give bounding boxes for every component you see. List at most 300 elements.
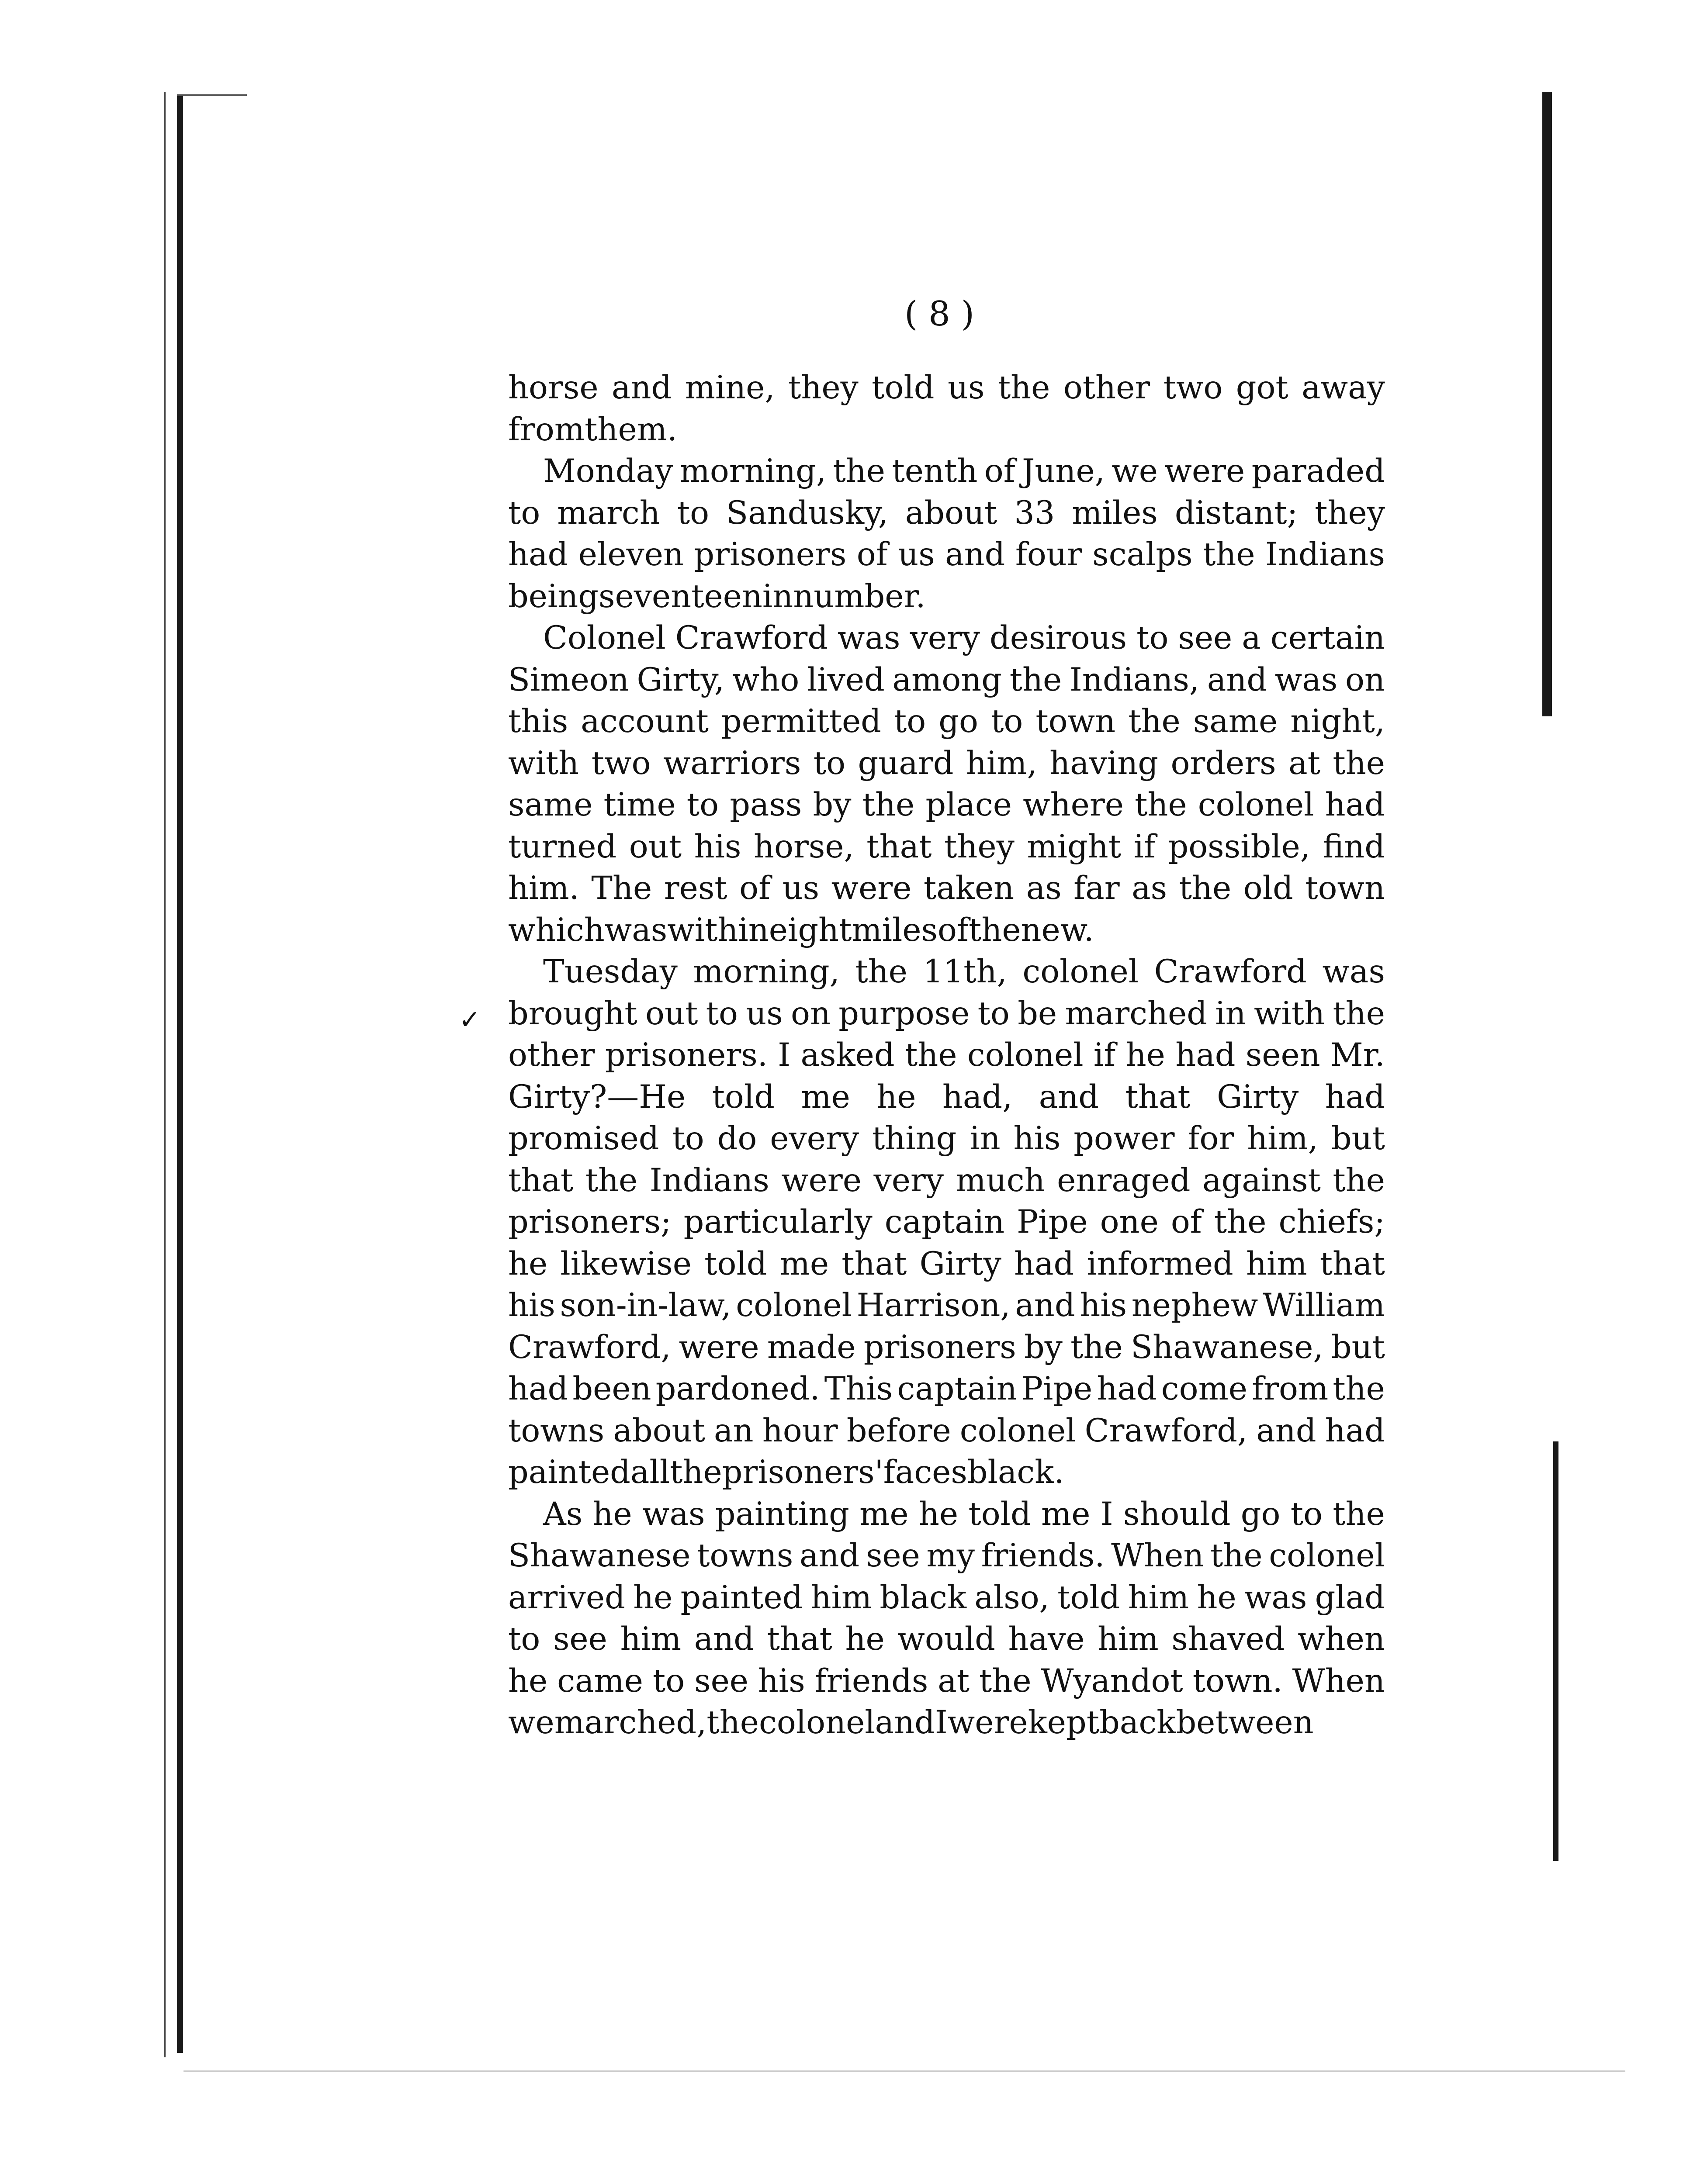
word: Crawford — [675, 619, 828, 657]
word: nephew — [1131, 1287, 1258, 1324]
word: thing — [872, 1120, 957, 1157]
word: I — [935, 1704, 948, 1741]
word: that — [508, 1161, 574, 1199]
text-line — [508, 576, 1385, 618]
word: had — [1325, 1412, 1385, 1449]
word: his — [694, 828, 741, 865]
word: tenth — [892, 453, 978, 490]
word: got — [1236, 369, 1288, 406]
word: much — [956, 1161, 1045, 1199]
word: William — [1263, 1287, 1385, 1324]
text-line — [508, 1034, 1385, 1076]
word: were — [679, 1328, 759, 1366]
word: very — [910, 619, 980, 657]
word: had — [1014, 1245, 1074, 1282]
word: The — [591, 870, 652, 907]
word: shaved — [1171, 1621, 1285, 1658]
word: the — [904, 1037, 957, 1074]
word: horse, — [753, 828, 854, 865]
word: me — [801, 1078, 850, 1116]
scan-edge-right-lower — [1553, 1441, 1558, 1861]
word: with — [508, 744, 579, 782]
word: Pipe — [1017, 1203, 1088, 1241]
word: friends — [814, 1662, 928, 1700]
word: to — [672, 1120, 704, 1157]
word: that — [767, 1621, 832, 1658]
word: to — [686, 786, 719, 823]
word: and — [611, 369, 672, 406]
word: by — [813, 786, 852, 823]
word: was — [1244, 1579, 1307, 1616]
word: far — [1074, 870, 1120, 907]
word: go — [938, 703, 978, 740]
word: colonel — [959, 1412, 1076, 1449]
word: This — [824, 1370, 893, 1407]
word: pass — [730, 786, 802, 823]
word: we — [1112, 453, 1158, 490]
word: Monday — [543, 453, 673, 490]
word: Indians, — [1069, 661, 1200, 698]
word: in — [1215, 995, 1246, 1032]
word: painted — [680, 1579, 803, 1616]
text-line — [508, 1535, 1385, 1577]
text-line — [508, 1201, 1385, 1243]
word: colonel — [967, 1037, 1084, 1074]
word: time — [603, 786, 676, 823]
word: eleven — [578, 536, 684, 573]
word: prisoners; — [508, 1203, 672, 1241]
word: the — [670, 1454, 722, 1491]
word: painted — [508, 1454, 630, 1491]
word: taken — [923, 870, 1015, 907]
word: town — [1305, 870, 1385, 907]
word: about — [905, 494, 997, 532]
word: Indians — [1265, 536, 1385, 573]
text-line — [508, 1451, 1385, 1493]
word: with — [1254, 995, 1325, 1032]
word: came — [557, 1662, 643, 1700]
word: come — [1161, 1370, 1248, 1407]
word: were — [781, 1161, 862, 1199]
word: in — [970, 1120, 1001, 1157]
word: the — [979, 1662, 1032, 1700]
word: to — [508, 1621, 540, 1658]
word: to — [1290, 1495, 1323, 1533]
word: the — [1333, 995, 1385, 1032]
word: the — [833, 453, 886, 490]
scan-edge-bottom — [184, 2070, 1625, 2072]
word: enraged — [1057, 1161, 1191, 1199]
word: colonel — [736, 1287, 852, 1324]
word: miles — [1072, 494, 1158, 532]
word: they — [788, 369, 859, 406]
word: the — [968, 911, 1021, 949]
word: black — [880, 1579, 967, 1616]
word: us — [947, 369, 985, 406]
word: colonel — [1198, 786, 1314, 823]
word: being — [508, 577, 599, 615]
word: he — [592, 1495, 632, 1533]
word: had — [508, 536, 568, 573]
word: pardoned. — [655, 1370, 820, 1407]
word: morning, — [693, 953, 840, 990]
word: do — [717, 1120, 757, 1157]
word: to — [706, 995, 738, 1032]
word: that — [1125, 1078, 1191, 1116]
word: the — [585, 1161, 638, 1199]
word: him, — [966, 744, 1037, 782]
word: he — [1197, 1579, 1236, 1616]
word: that — [1319, 1245, 1385, 1282]
word: was — [604, 911, 668, 949]
word: told — [968, 1495, 1031, 1533]
word: for — [1188, 1120, 1234, 1157]
text-line — [508, 743, 1385, 784]
word: told — [872, 369, 935, 406]
word: promised — [508, 1120, 659, 1157]
word: my — [926, 1537, 975, 1574]
word: mine, — [685, 369, 775, 406]
word: eight — [769, 911, 852, 949]
word: the — [1203, 536, 1255, 573]
word: the — [1009, 661, 1062, 698]
word: horse — [508, 369, 599, 406]
word: within — [667, 911, 769, 949]
word: if — [1133, 828, 1156, 865]
word: told — [712, 1078, 775, 1116]
word: new. — [1021, 911, 1094, 949]
word: captain — [884, 1203, 1005, 1241]
word: When — [1111, 1537, 1204, 1574]
word: they — [1315, 494, 1385, 532]
word: the — [1210, 1537, 1263, 1574]
word: town — [1035, 703, 1116, 740]
text-line — [508, 1410, 1385, 1452]
word: he — [918, 1495, 959, 1533]
word: morning, — [679, 453, 827, 490]
word: prisoners' — [722, 1454, 883, 1491]
word: and — [1015, 1287, 1075, 1324]
word: Shawanese, — [1130, 1328, 1323, 1366]
word: to — [508, 494, 540, 532]
text-line — [508, 1493, 1385, 1535]
word: power — [1074, 1120, 1175, 1157]
word: was — [838, 619, 900, 657]
word: faces — [883, 1454, 967, 1491]
word: other — [508, 1037, 595, 1074]
word: was — [642, 1495, 705, 1533]
word: about — [613, 1412, 705, 1449]
word: a — [1242, 619, 1261, 657]
word: Indians — [649, 1161, 769, 1199]
scan-edge-top — [177, 94, 247, 96]
text-line — [508, 784, 1385, 826]
word: orders — [1170, 744, 1276, 782]
word: colonel — [1269, 1537, 1385, 1574]
word: marched — [1065, 995, 1207, 1032]
word: him, — [1247, 1120, 1318, 1157]
word: on — [1345, 661, 1385, 698]
word: was — [1274, 661, 1338, 698]
word: rest — [664, 870, 727, 907]
word: him. — [508, 870, 579, 907]
text-line — [508, 367, 1385, 409]
word: informed — [1087, 1245, 1233, 1282]
word: see — [1178, 619, 1233, 657]
word: at — [1288, 744, 1320, 782]
word: were — [1164, 453, 1245, 490]
word: his — [1013, 1120, 1061, 1157]
word: the — [1135, 786, 1187, 823]
word: same — [508, 786, 593, 823]
text-line — [508, 951, 1385, 993]
word: see — [694, 1662, 748, 1700]
word: from — [1252, 1370, 1329, 1407]
word: on — [791, 995, 831, 1032]
word: that — [842, 1245, 907, 1282]
word: the — [1179, 870, 1232, 907]
word: desirous — [990, 619, 1127, 657]
word: every — [770, 1120, 859, 1157]
word: brought — [508, 995, 637, 1032]
word: when — [1298, 1621, 1385, 1658]
text-line — [508, 701, 1385, 743]
word: seventeen — [599, 577, 762, 615]
word: Shawanese — [508, 1537, 691, 1574]
word: we — [508, 1704, 554, 1741]
word: us — [898, 536, 935, 573]
word: the — [855, 953, 907, 990]
word: the — [862, 786, 915, 823]
text-line — [508, 867, 1385, 909]
word: and — [875, 1704, 935, 1741]
word: warriors — [663, 744, 801, 782]
word: to — [991, 703, 1023, 740]
word: was — [1322, 953, 1385, 990]
word: likewise — [560, 1245, 692, 1282]
word: glad — [1315, 1579, 1385, 1616]
word: and — [945, 536, 1005, 573]
word: the — [1128, 703, 1181, 740]
word: against — [1202, 1161, 1321, 1199]
word: paraded — [1251, 453, 1385, 490]
word: us — [746, 995, 783, 1032]
word: old — [1243, 870, 1293, 907]
word: told — [1057, 1579, 1120, 1616]
word: he — [508, 1245, 548, 1282]
word: two — [1163, 369, 1223, 406]
word: before — [846, 1412, 951, 1449]
word: and — [1039, 1078, 1099, 1116]
word: As — [543, 1495, 583, 1533]
word: him — [810, 1579, 872, 1616]
word: out — [629, 828, 682, 865]
word: Harrison, — [856, 1287, 1011, 1324]
word: black. — [967, 1454, 1064, 1491]
text-line — [508, 450, 1385, 492]
word: him — [620, 1621, 682, 1658]
word: away — [1302, 369, 1385, 406]
word: 33 — [1014, 494, 1055, 532]
word: towns — [508, 1412, 605, 1449]
word: other — [1063, 369, 1150, 406]
word: marched, — [554, 1704, 707, 1741]
word: me — [779, 1245, 829, 1282]
word: four — [1015, 536, 1082, 573]
word: colonel — [1022, 953, 1139, 990]
word: an — [714, 1412, 754, 1449]
word: he — [876, 1078, 916, 1116]
word: of — [938, 911, 969, 949]
page-number: ( 8 ) — [904, 294, 975, 334]
word: kept — [1028, 1704, 1100, 1741]
text-line — [508, 1076, 1385, 1118]
word: find — [1323, 828, 1385, 865]
word: he — [633, 1579, 673, 1616]
word: me — [1041, 1495, 1091, 1533]
word: he — [845, 1621, 885, 1658]
word: back — [1099, 1704, 1176, 1741]
text-line — [508, 909, 1385, 951]
scan-edge-right-upper — [1542, 92, 1552, 716]
word: arrived — [508, 1579, 625, 1616]
word: should — [1123, 1495, 1231, 1533]
word: night, — [1290, 703, 1385, 740]
word: Wyandot — [1041, 1662, 1183, 1700]
word: When — [1292, 1662, 1385, 1700]
word: and — [1256, 1412, 1316, 1449]
text-line — [508, 993, 1385, 1035]
word: same — [1193, 703, 1278, 740]
word: out — [645, 995, 698, 1032]
word: them. — [585, 411, 678, 448]
word: colonel — [758, 1704, 875, 1741]
text-line — [508, 1702, 1385, 1744]
word: Pipe — [1021, 1370, 1093, 1407]
word: and — [800, 1537, 860, 1574]
word: prisoners — [863, 1328, 1016, 1366]
word: Colonel — [543, 619, 666, 657]
text-line — [508, 1160, 1385, 1202]
body-text — [508, 367, 1385, 1744]
word: of — [1170, 1203, 1202, 1241]
word: to — [977, 995, 1010, 1032]
word: him — [1098, 1621, 1159, 1658]
word: Crawford, — [1084, 1412, 1248, 1449]
word: where — [1023, 786, 1124, 823]
word: very — [873, 1161, 944, 1199]
word: permitted — [721, 703, 881, 740]
word: the — [706, 1704, 759, 1741]
word: but — [1331, 1328, 1385, 1366]
text-line — [508, 1618, 1385, 1660]
word: as — [1132, 870, 1167, 907]
word: be — [1018, 995, 1057, 1032]
word: the — [1333, 1161, 1385, 1199]
word: been — [572, 1370, 651, 1407]
word: 11th, — [923, 953, 1007, 990]
text-line — [508, 1285, 1385, 1327]
word: Mr. — [1330, 1037, 1385, 1074]
word: chiefs; — [1278, 1203, 1385, 1241]
word: scalps — [1092, 536, 1193, 573]
word: distant; — [1174, 494, 1298, 532]
word: had, — [942, 1078, 1013, 1116]
word: to — [652, 1662, 685, 1700]
word: see — [866, 1537, 920, 1574]
word: purpose — [838, 995, 970, 1032]
word: account — [581, 703, 709, 740]
word: as — [1026, 870, 1062, 907]
word: the — [1070, 1328, 1123, 1366]
word: all — [630, 1454, 670, 1491]
word: having — [1049, 744, 1159, 782]
word: seen — [1245, 1037, 1320, 1074]
word: which — [508, 911, 605, 949]
word: his — [508, 1287, 555, 1324]
word: by — [1024, 1328, 1063, 1366]
word: the — [1214, 1203, 1267, 1241]
word: Girty — [919, 1245, 1001, 1282]
text-line — [508, 409, 1385, 451]
word: son-in-law, — [560, 1287, 731, 1324]
word: Sandusky, — [726, 494, 888, 532]
scan-edge-left — [177, 96, 183, 2053]
word: the — [1333, 1370, 1385, 1407]
word: between — [1176, 1704, 1314, 1741]
text-line — [508, 534, 1385, 576]
word: I — [1100, 1495, 1113, 1533]
word: particularly — [683, 1203, 873, 1241]
word: friends. — [981, 1537, 1105, 1574]
word: the — [997, 369, 1050, 406]
word: and — [694, 1621, 754, 1658]
word: Simeon — [508, 661, 629, 698]
word: the — [1333, 1495, 1385, 1533]
text-line — [508, 826, 1385, 868]
text-line — [508, 1660, 1385, 1702]
word: were — [947, 1704, 1028, 1741]
word: to — [893, 703, 926, 740]
word: him — [1128, 1579, 1189, 1616]
word: had — [1325, 786, 1385, 823]
scan-edge-left-thin — [164, 92, 166, 2057]
word: see — [553, 1621, 607, 1658]
text-line — [508, 659, 1385, 701]
word: had — [1097, 1370, 1157, 1407]
word: at — [938, 1662, 970, 1700]
word: among — [892, 661, 1002, 698]
word: he — [1125, 1037, 1165, 1074]
word: to — [1136, 619, 1169, 657]
word: Girty — [1217, 1078, 1299, 1116]
word: Crawford, — [508, 1328, 671, 1366]
word: of — [984, 453, 1015, 490]
word: from — [508, 411, 585, 448]
word: also, — [974, 1579, 1049, 1616]
text-line — [508, 492, 1385, 534]
word: told — [704, 1245, 767, 1282]
word: were — [831, 870, 912, 907]
word: prisoners — [694, 536, 847, 573]
word: me — [859, 1495, 909, 1533]
word: captain — [897, 1370, 1017, 1407]
word: had — [1325, 1078, 1385, 1116]
word: this — [508, 703, 568, 740]
word: and — [1207, 661, 1267, 698]
word: might — [1027, 828, 1122, 865]
word: two — [591, 744, 651, 782]
